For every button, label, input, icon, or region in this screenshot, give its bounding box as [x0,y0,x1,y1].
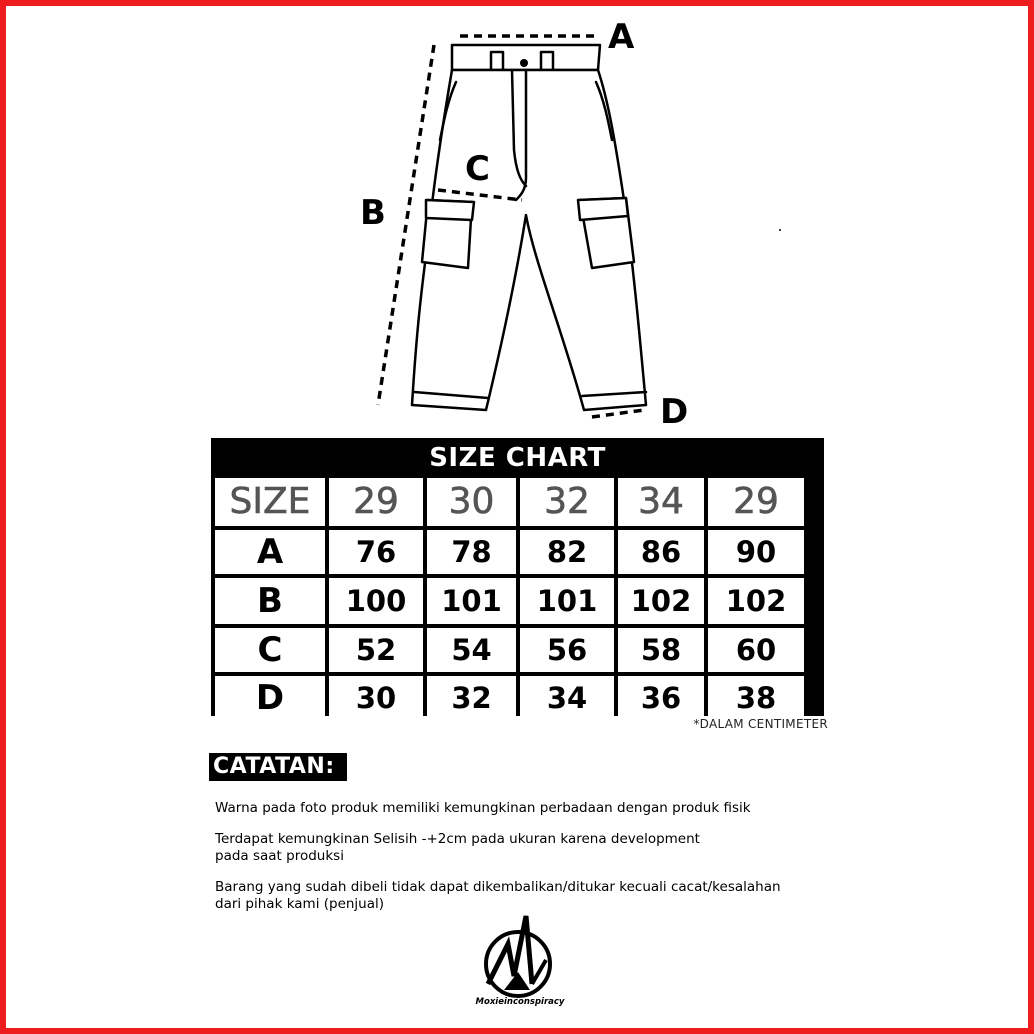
table-cell: 60 [708,628,804,672]
table-cell: 102 [618,578,704,624]
table-cell: 34 [520,676,614,720]
unit-note: *DALAM CENTIMETER [693,717,828,731]
header-cell: SIZE [215,478,325,526]
pants-illustration [0,0,1034,440]
notes-list [215,800,855,927]
table-cell: 36 [618,676,704,720]
notes-heading: CATATAN: [209,753,347,781]
header-cell: 30 [427,478,516,526]
size-chart-grid [215,478,820,718]
table-cell: 102 [708,578,804,624]
size-chart-table [211,438,824,716]
measure-label-b: B [360,193,386,233]
brand-name: Moxieinconspiracy [475,997,565,1007]
table-cell: 38 [708,676,804,720]
row-label: C [215,628,325,672]
header-cell: 29 [708,478,804,526]
table-cell: 32 [427,676,516,720]
header-cell: 32 [520,478,614,526]
table-cell: 82 [520,530,614,574]
table-cell: 100 [329,578,423,624]
measure-label-a: A [608,17,635,57]
header-cell: 29 [329,478,423,526]
table-cell: 56 [520,628,614,672]
row-label: A [215,530,325,574]
note-item: Warna pada foto produk memiliki kemungkinan perbadaan dengan produk fisik [215,800,751,816]
measure-label-d: D [660,392,689,432]
table-cell: 58 [618,628,704,672]
table-cell: 86 [618,530,704,574]
measure-label-c: C [465,149,490,189]
table-cell: 30 [329,676,423,720]
table-cell: 78 [427,530,516,574]
row-label: B [215,578,325,624]
table-cell: 101 [520,578,614,624]
table-cell: 76 [329,530,423,574]
row-label: D [215,676,325,720]
note-item: Barang yang sudah dibeli tidak dapat dikembalikan/ditukar kecuali cacat/kesalahan dari pihak kami (penjual) [215,879,781,912]
header-cell: 34 [618,478,704,526]
table-cell: 52 [329,628,423,672]
table-cell: 90 [708,530,804,574]
table-cell: 101 [427,578,516,624]
table-cell: 54 [427,628,516,672]
note-item: Terdapat kemungkinan Selisih -+2cm pada ukuran karena development pada saat produksi [215,831,700,864]
pants-diagram [0,0,1034,440]
size-chart-title: SIZE CHART [429,443,606,473]
